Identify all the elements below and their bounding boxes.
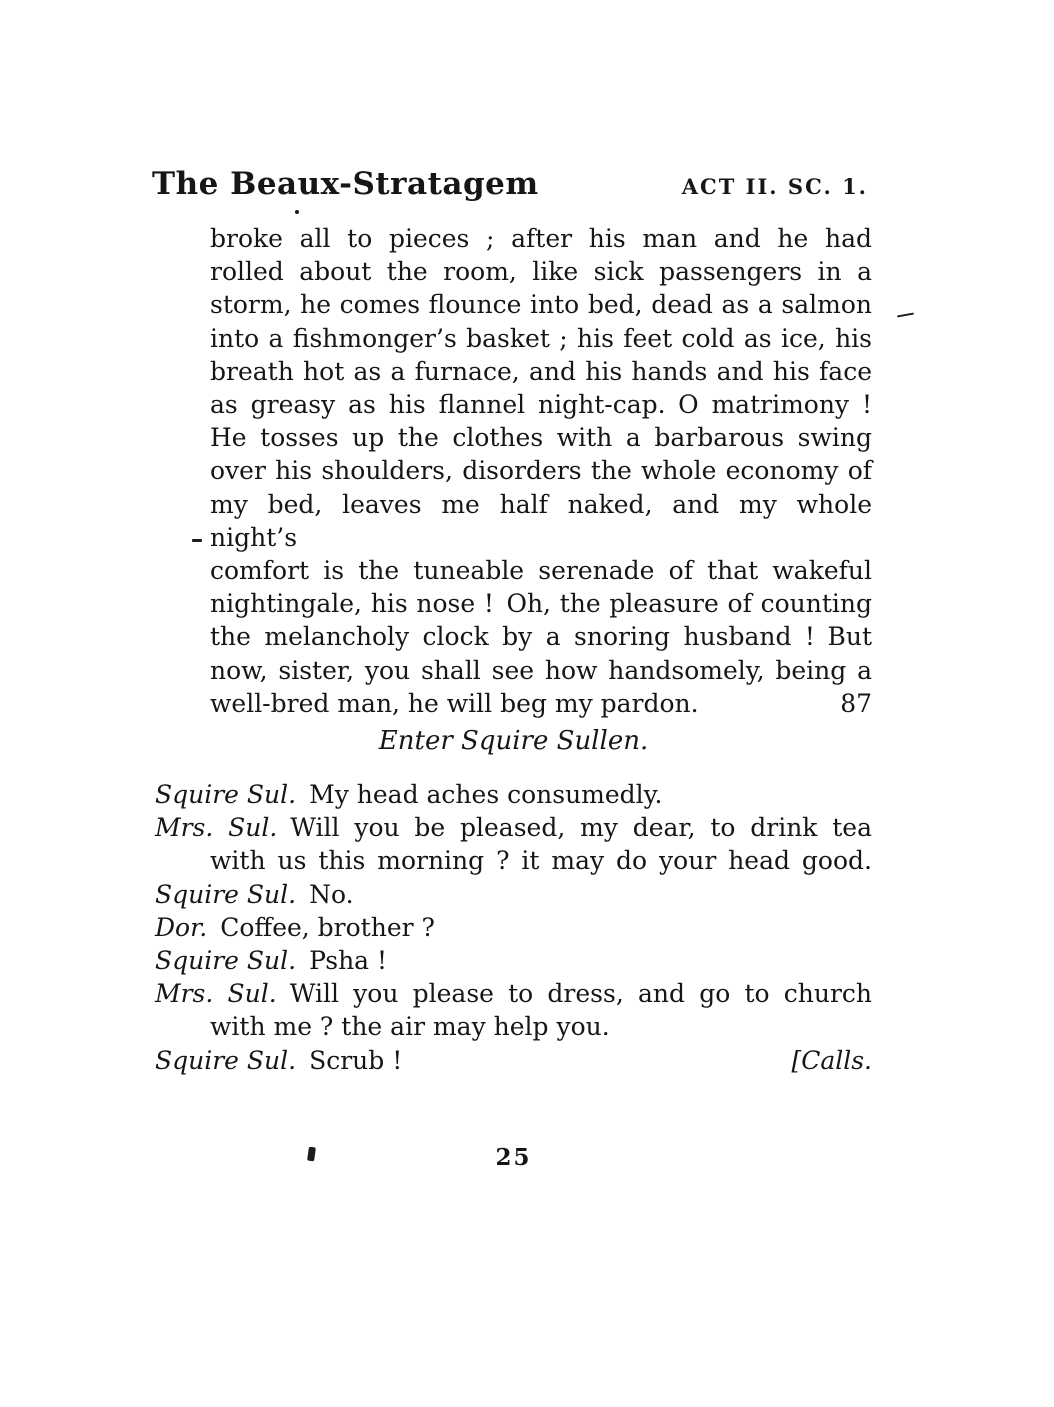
speaker-name: Mrs. Sul. <box>155 979 277 1009</box>
running-header <box>152 166 868 202</box>
dialogue-line <box>155 878 872 911</box>
stage-direction: Enter Squire Sullen. <box>378 726 649 756</box>
speech-paragraph <box>210 222 872 720</box>
dialogue-text: Coffee, brother ? <box>220 912 435 942</box>
page-title: The Beaux-Stratagem <box>152 166 539 202</box>
paragraph-line: storm, he comes flounce into bed, dead as a salmon <box>210 290 872 320</box>
ink-dot <box>295 210 299 214</box>
dialogue-line <box>155 778 872 811</box>
dialogue-text: Will you be pleased, my dear, to drink tea <box>290 813 872 843</box>
dialogue-text: My head aches consumedly. <box>309 780 663 809</box>
speaker-name: Squire Sul. <box>155 946 297 976</box>
paragraph-line: as greasy as his flannel night-cap. O matrimony ! <box>210 390 872 420</box>
stage-cue: [Calls. <box>791 1045 872 1075</box>
dialogue-line <box>155 1044 872 1077</box>
dialogue-line <box>155 911 872 944</box>
paragraph-line: my bed, leaves me half naked, and my whole night’s <box>210 489 872 552</box>
dialogue-text: Psha ! <box>309 946 388 976</box>
margin-hyphen-mark <box>192 539 202 542</box>
margin-tick-mark <box>897 313 914 318</box>
dialogue-text: No. <box>309 879 354 909</box>
speaker-name: Squire Sul. <box>155 780 297 809</box>
dialogue-text: Scrub ! <box>309 1045 403 1075</box>
paragraph-line: He tosses up the clothes with a barbarous swing <box>210 423 872 453</box>
speaker-name: Mrs. Sul. <box>155 813 278 843</box>
paragraph-line: the melancholy clock by a snoring husband ! But <box>210 622 872 652</box>
paragraph-line-text: well-bred man, he will beg my pardon. <box>210 688 699 718</box>
paragraph-line: rolled about the room, like sick passengers in a <box>210 257 872 287</box>
speaker-name: Dor. <box>155 912 208 942</box>
verse-line-number: 87 <box>840 688 872 718</box>
dialogue-line: with me ? the air may help you. <box>210 1012 610 1042</box>
act-scene-label: ACT II. SC. 1. <box>681 174 868 199</box>
paragraph-line: now, sister, you shall see how handsomely, being a <box>210 655 872 685</box>
paragraph-line: into a fishmonger’s basket ; his feet cold as ice, his <box>210 323 872 353</box>
dialogue-block <box>155 778 872 1077</box>
dialogue-line: with us this morning ? it may do your head good. <box>210 846 872 876</box>
dialogue-left <box>155 1044 402 1077</box>
paragraph-line: over his shoulders, disorders the whole economy of <box>210 456 872 486</box>
speaker-name: Squire Sul. <box>155 1045 297 1075</box>
speaker-name: Squire Sul. <box>155 879 297 909</box>
dialogue-line <box>155 811 872 844</box>
paragraph-line: breath hot as a furnace, and his hands and his face <box>210 356 872 386</box>
paragraph-line <box>210 687 872 720</box>
paragraph-line: broke all to pieces ; after his man and he had <box>210 224 872 253</box>
paragraph-line: comfort is the tuneable serenade of that wakeful <box>210 556 872 586</box>
paragraph-line: nightingale, his nose ! Oh, the pleasure of counting <box>210 589 872 619</box>
dialogue-line <box>155 977 872 1010</box>
dialogue-line <box>155 944 872 977</box>
page-number: 25 <box>495 1144 532 1171</box>
dialogue-text: Will you please to dress, and go to church <box>289 979 872 1009</box>
